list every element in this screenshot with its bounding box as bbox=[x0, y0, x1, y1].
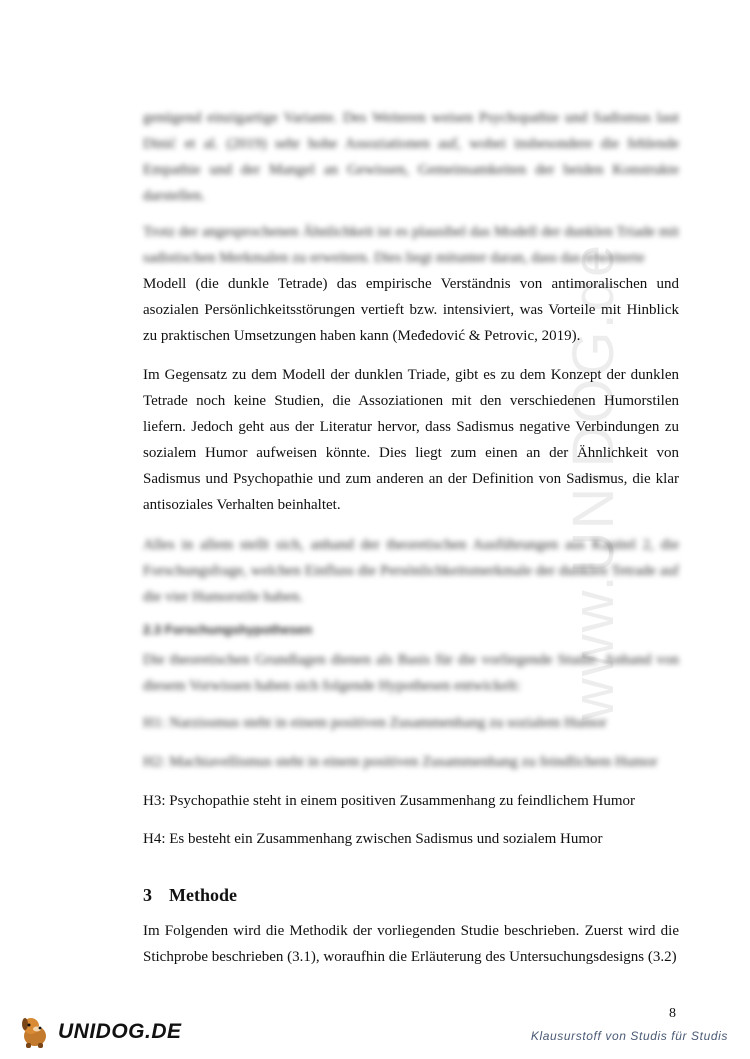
paragraph-blurred-4: Alles in allem stellt sich, anhand der theoretischen Ausführungen aus Kapitel 2, die Forschungsfrage, welchen Einfluss die Persönlichkeitsmerkmale der dunklen Tetrade auf die vier Humorstile haben. bbox=[143, 537, 679, 605]
section-heading-methode: 3 Methode bbox=[143, 885, 237, 905]
heading-2-3: 2.3 Forschungshypothesen bbox=[143, 622, 313, 637]
paragraph-2-visible: Modell (die dunkle Tetrade) das empirische Verständnis von antimoralischen und asozialen Persönlichkeitsstörungen vertieft bzw. intensiviert, was Vorteile mit Hinblick zu praktischen Umsetzungen haben kann (Međedović & Petrovic, 2019). bbox=[143, 276, 679, 344]
hypothesis-1: H1: Narzissmus steht in einem positiven Zusammenhang zu sozialem Humor bbox=[143, 715, 607, 731]
dog-mascot-icon bbox=[18, 1014, 52, 1050]
page-number: 8 bbox=[669, 1006, 676, 1021]
unidog-logo: UNIDOG.DE bbox=[18, 1012, 182, 1052]
hypothesis-4: H4: Es besteht ein Zusammenhang zwischen Sadismus und sozialem Humor bbox=[143, 831, 603, 847]
paragraph-2 bbox=[143, 219, 679, 349]
paragraph-2-blurred: Trotz der angesprochenen Ähnlichkeit ist es plausibel das Modell der dunklen Triade mit sadistischen Merkmalen zu erweitern. Dies liegt mitunter daran, dass das erweiterte bbox=[143, 224, 679, 266]
paragraph-3: Im Gegensatz zu dem Modell der dunklen Triade, gibt es zu dem Konzept der dunklen Tetrade noch keine Studien, die Assoziationen mit den verschiedenen Humorstilen liefern. Jedoch geht aus der Literatur hervor, dass Sadismus negative Verbindungen zu sozialem Humor aufweisen könnte. Dies liegt zum einen an der Ähnlichkeit von Sadismus und Psychopathie und zum anderen an der Definition von Sadismus, die klar antisoziales Verhalten beinhaltet. bbox=[143, 367, 679, 513]
paragraph-blurred-5: Die theoretischen Grundlagen dienen als Basis für die vorliegende Studie. Anhand von diesem Vorwissen haben sich folgende Hypothesen entwickelt: bbox=[143, 652, 679, 694]
paragraph-6: Im Folgenden wird die Methodik der vorliegenden Studie beschrieben. Zuerst wird die Stichprobe beschrieben (3.1), woraufhin die Erläuterung des Untersuchungsdesigns (3.2) bbox=[143, 923, 679, 965]
paragraph-blurred-1: genügend einzigartige Variante. Des Weiteren weisen Psychopathie und Sadismus laut Dinić et al. (2019) sehr hohe Assoziationen auf, wobei insbesondere die fehlende Empathie und der Mangel an Gewissen, Gemeinsamkeiten der beiden Konstrukte darstellen. bbox=[143, 110, 679, 204]
watermark: www.UNIDOG.de bbox=[561, 242, 626, 720]
tagline: Klausurstoff von Studis für Studis bbox=[530, 1029, 728, 1043]
hypothesis-2: H2: Machiavellismus steht in einem positiven Zusammenhang zu feindlichem Humor bbox=[143, 754, 658, 770]
hypothesis-3: H3: Psychopathie steht in einem positiven Zusammenhang zu feindlichem Humor bbox=[143, 793, 635, 809]
